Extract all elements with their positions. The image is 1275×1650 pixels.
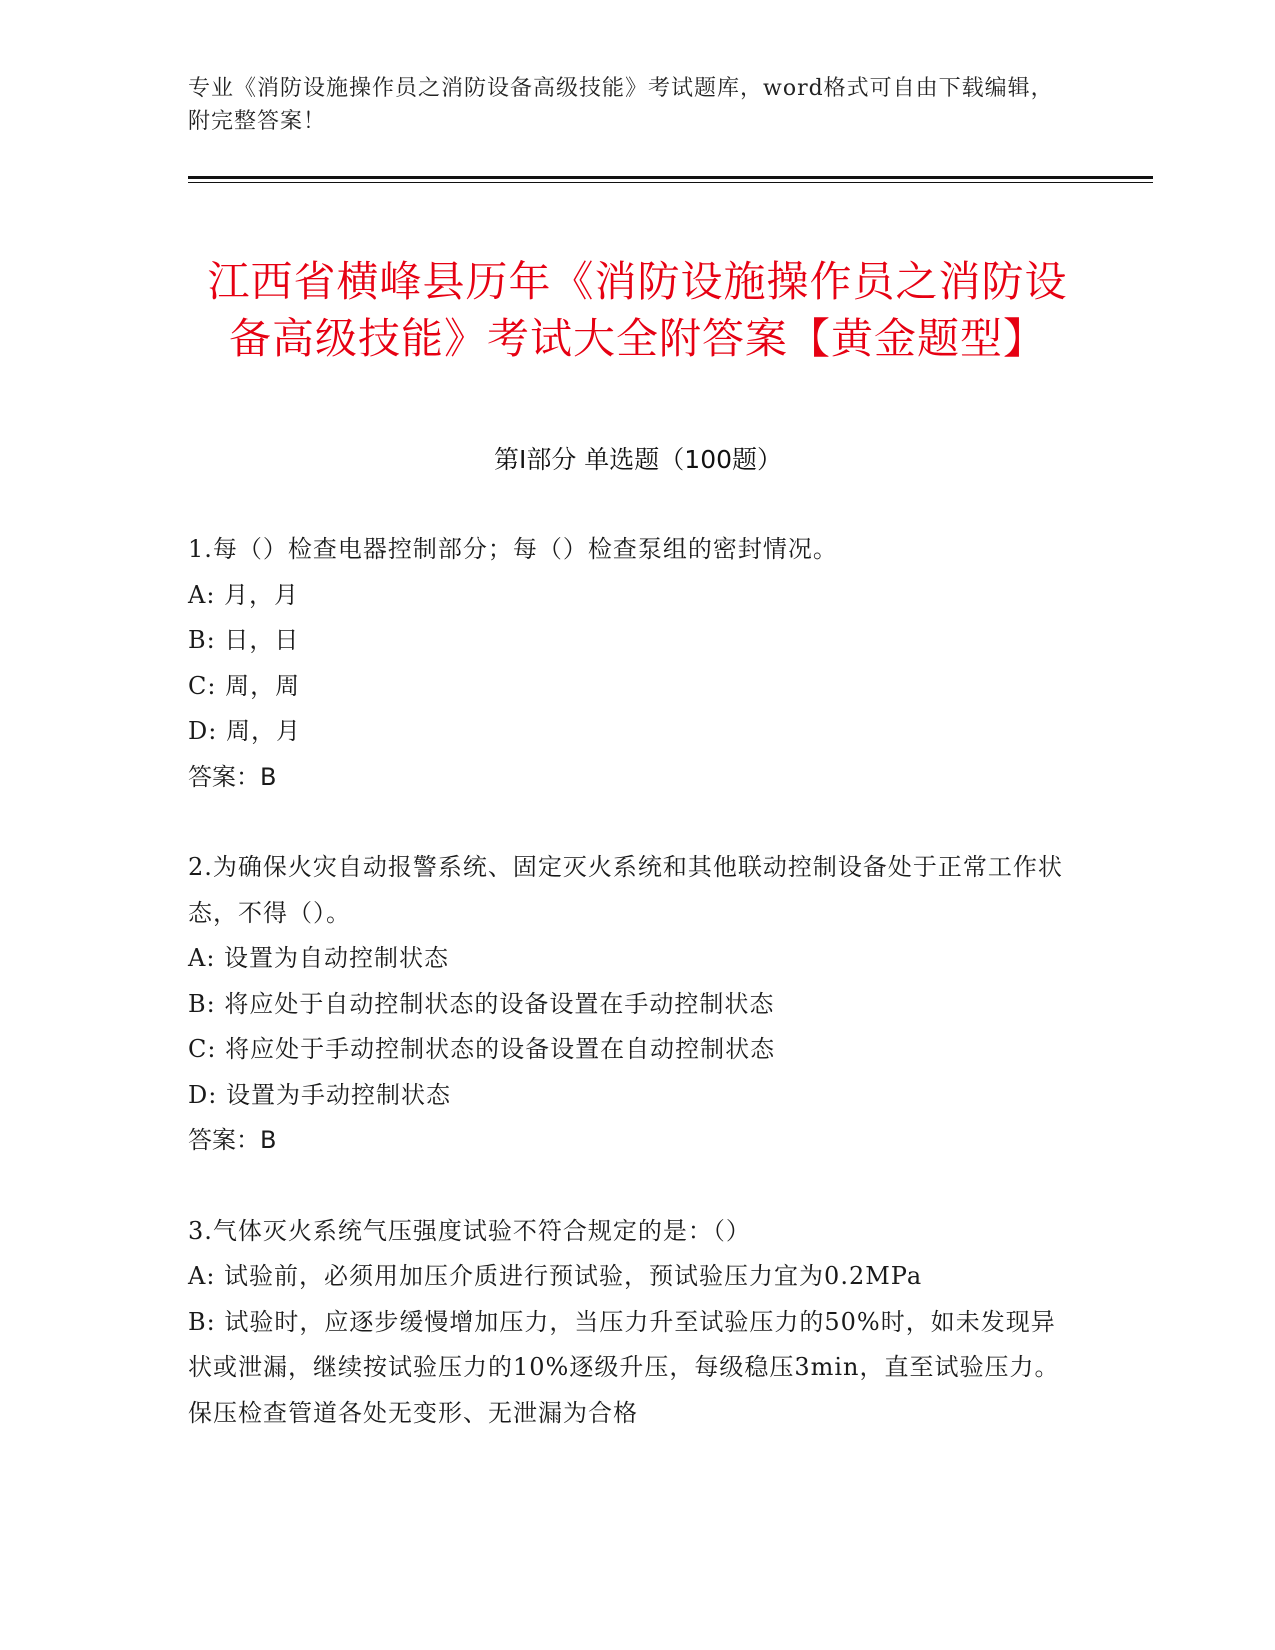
question-list [188, 527, 1068, 1481]
option-a: A: 设置为自动控制状态 [188, 944, 450, 972]
option-b: B: 试验时，应逐步缓慢增加压力，当压力升至试验压力的50%时，如未发现异状或泄漏，继续按试验压力的10%逐级升压，每级稳压3min，直至试验压力。保压检查管道各处无变形、无泄漏为合格 [188, 1307, 1060, 1427]
option-c: C: 将应处于手动控制状态的设备设置在自动控制状态 [188, 1035, 776, 1063]
document-title: 江西省横峰县历年《消防设施操作员之消防设备高级技能》考试大全附答案【黄金题型】 [207, 257, 1068, 364]
option-a: A: 月，月 [188, 580, 300, 609]
question-stem: 2.为确保火灾自动报警系统、固定灭火系统和其他联动控制设备处于正常工作状态，不得（）。 [188, 853, 1063, 927]
option-a: A: 试验前，必须用加压介质进行预试验，预试验压力宜为0.2MPa [188, 1262, 923, 1290]
section-title: 第I部分 单选题（100题） [493, 445, 783, 474]
option-c: C: 周，周 [188, 671, 301, 700]
question-3 [188, 1209, 1068, 1437]
option-d: D: 周，月 [188, 717, 301, 745]
option-b: B: 将应处于自动控制状态的设备设置在手动控制状态 [188, 989, 775, 1018]
question-stem: 3.气体灭火系统气压强度试验不符合规定的是：（） [188, 1216, 751, 1245]
answer: 答案：B [188, 1126, 277, 1154]
option-b: B: 日，日 [188, 626, 300, 654]
option-d: D: 设置为手动控制状态 [188, 1080, 451, 1109]
answer: 答案：B [188, 762, 277, 791]
header-divider-thin [188, 182, 1153, 183]
header-note: 专业《消防设施操作员之消防设备高级技能》考试题库，word格式可自由下载编辑，附完整答案！ [188, 76, 1054, 134]
question-2 [188, 845, 1068, 1164]
question-1 [188, 527, 1068, 800]
question-stem: 1.每（）检查电器控制部分；每（）检查泵组的密封情况。 [188, 535, 838, 563]
header-divider-thick [188, 176, 1153, 179]
